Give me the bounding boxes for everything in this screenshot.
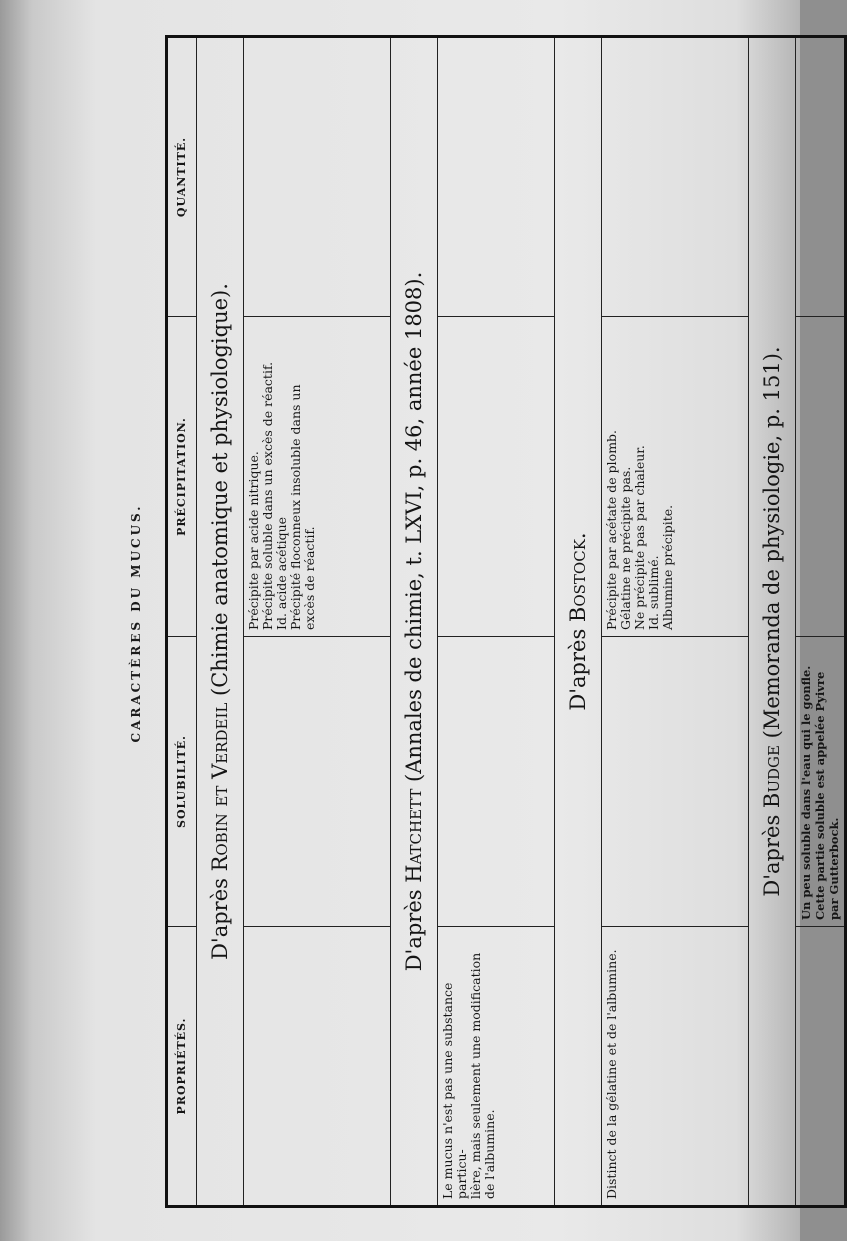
table-row-robin-verdeil [244,37,391,1207]
table-row-hatchett [438,37,555,1207]
section-author: Budge [760,745,784,809]
mucus-properties-table [165,35,847,1208]
section-author: Bostock [566,539,590,623]
cell-solubilite: Un peu soluble dans l'eau qui le gonfle. Cette partie soluble est appelée Pyivre par Gutterbock. [796,637,846,927]
section-source: . [566,532,590,540]
section-author: Hatchett [402,788,426,883]
cell-quantite [244,37,391,317]
cell-precipitation [796,317,846,637]
section-heading-budge [749,37,796,1207]
section-heading-bostock [555,37,602,1207]
cell-quantite [796,37,846,317]
section-prefix: D'après [760,808,784,897]
section-source: (Annales de chimie, t. LXVI, p. 46, année 1808). [402,271,426,789]
cell-proprietes: Le mucus n'est pas une substance particu- lière, mais seulement une modification de l'albumine. [438,927,555,1207]
section-prefix: D'après [402,882,426,972]
section-prefix: D'après [208,871,232,960]
section-author: Robin et Verdeil [208,702,232,872]
header-solubilite: SOLUBILITÉ. [167,637,197,927]
cell-solubilite [438,637,555,927]
cell-quantite [438,37,555,317]
cell-precipitation [438,317,555,637]
cell-proprietes [244,927,391,1207]
section-heading-hatchett [391,37,438,1207]
cell-solubilite [602,637,749,927]
section-source: (Memoranda de physiologie, p. 151). [760,346,784,746]
header-quantite: QUANTITÉ. [167,37,197,317]
table-row-bostock [602,37,749,1207]
cell-quantite [602,37,749,317]
cell-proprietes [796,927,846,1207]
cell-proprietes: Distinct de la gélatine et de l'albumine. [602,927,749,1207]
cell-precipitation: Précipite par acétate de plomb. Gélatine ne précipite pas. Ne précipite pas par chaleur. Id. sublimé. Albumine précipite. [602,317,749,637]
section-heading-robin-verdeil [197,37,244,1207]
cell-solubilite [244,637,391,927]
header-row [167,37,197,1207]
header-proprietes: PROPRIÉTÉS. [167,927,197,1207]
table-row-budge [796,37,846,1207]
page-title: CARACTÈRES DU MUCUS. [129,503,143,743]
section-source: (Chimie anatomique et physiologique). [208,283,232,703]
header-precipitation: PRÉCIPITATION. [167,317,197,637]
rotated-table-container [129,38,841,1208]
section-prefix: D'après [566,622,590,711]
cell-precipitation: Précipite par acide nitrique. Précipite soluble dans un excès de réactif. Id. acide acétique Précipité floconneux insoluble dans un excès de réactif. [244,317,391,637]
